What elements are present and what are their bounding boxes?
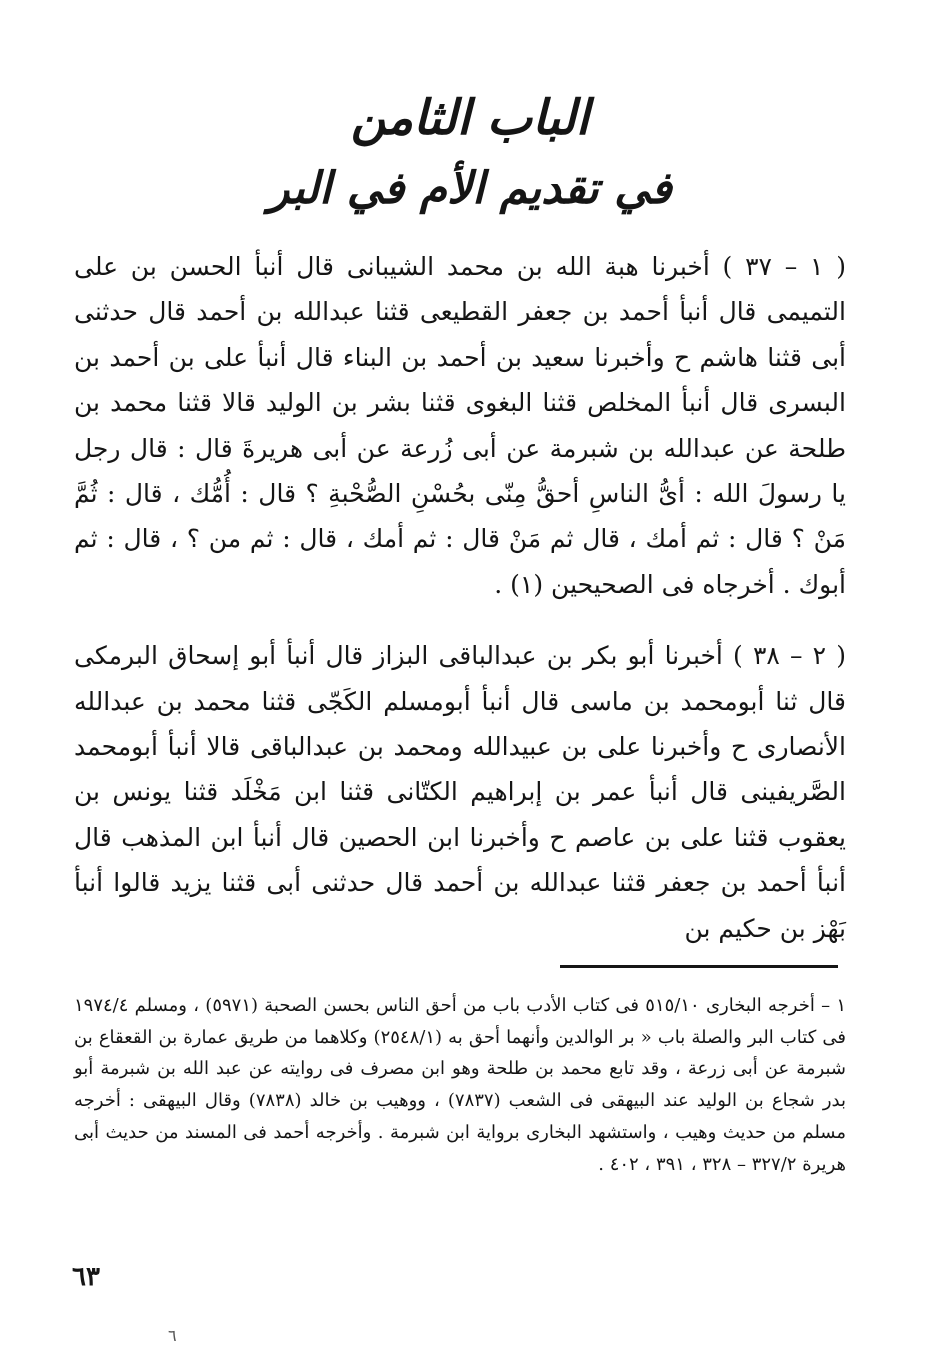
footnote-divider xyxy=(560,965,838,968)
hadith-paragraph-37: ( ١ – ٣٧ ) أخبرنا هبة الله بن محمد الشيبانى قال أنبأ الحسن بن على التميمى قال أنبأ أحمد بن جعفر القطيعى قثنا عبدالله بن أحمد قال حدثنى أبى قثنا هاشم ح وأخبرنا سعيد بن أحمد بن البناء قال أنبأ على بن أحمد بن البسرى قال أنبأ المخلص قثنا البغوى قثنا بشر بن الوليد قالا قثنا محمد بن طلحة عن عبدالله بن شبرمة عن أبى زُرعة عن أبى هريرةَ قال : قال رجل يا رسولَ الله : أىُّ الناسِ أحقُّ مِنّى بحُسْنِ الصُّحْبةِ ؟ قال : أُمُّك ، قال : ثُمَّ مَنْ ؟ قال : ثم أمك ، قال ثم مَنْ قال : ثم أمك ، قال : ثم من ؟ ، قال : ثم أبوك . أخرجاه فى الصحيحين (١) . xyxy=(74,252,846,599)
page-number: ٦٣ xyxy=(72,1262,100,1292)
chapter-subtitle: في تقديم الأم في البر xyxy=(268,163,672,214)
hadith-paragraph-38: ( ٢ – ٣٨ ) أخبرنا أبو بكر بن عبدالباقى البزاز قال أنبأ أبو إسحاق البرمكى قال ثنا أبومحمد بن ماسى قال أنبأ أبومسلم الكَجّى قثنا محمد بن عبدالله الأنصارى ح وأخبرنا على بن عبيدالله ومحمد بن عبدالباقى قالا أنبأ أبومحمد الصَّريفينى قال أنبأ عمر بن إبراهيم الكتّانى قثنا ابن مَخْلَد قثنا يونس بن يعقوب قثنا على بن عاصم ح وأخبرنا ابن الحصين قال أنبأ ابن المذهب قال أنبأ أحمد بن جعفر قثنا عبدالله بن أحمد قال حدثنى أبى قثنا يزيد قالوا أنبأ بَهْز بن حكيم بن xyxy=(74,641,847,943)
stray-mark: ٦ xyxy=(168,1326,177,1345)
paragraph-spacer xyxy=(74,607,846,633)
chapter-title: الباب الثامن xyxy=(350,90,590,146)
footnote-1: ١ – أخرجه البخارى ٥١٥/١٠ فى كتاب الأدب باب من أحق الناس بحسن الصحبة (٥٩٧١) ، ومسلم ١٩٧٤/٤ فى كتاب البر والصلة باب « بر الوالدين وأنهما أحق به (٢٥٤٨/١) وكلاهما من طريق عمارة بن القعقاع بن شبرمة عن أبى زرعة ، وقد تابع محمد بن طلحة وهو ابن مصرف فى روايته عن عبد الله بن شبرمة أبو بدر شجاع بن الوليد عند البيهقى فى الشعب (٧٨٣٧) ، ووهيب بن خالد (٧٨٣٨) وقال البيهقى : أخرجه مسلم من حديث وهيب ، واستشهد البخارى برواية ابن شبرمة . وأخرجه أحمد فى المسند من حديث أبى هريرة ٣٢٧/٢ – ٣٢٨ ، ٣٩١ ، ٤٠٢ . xyxy=(74,995,846,1175)
main-text xyxy=(74,244,846,951)
